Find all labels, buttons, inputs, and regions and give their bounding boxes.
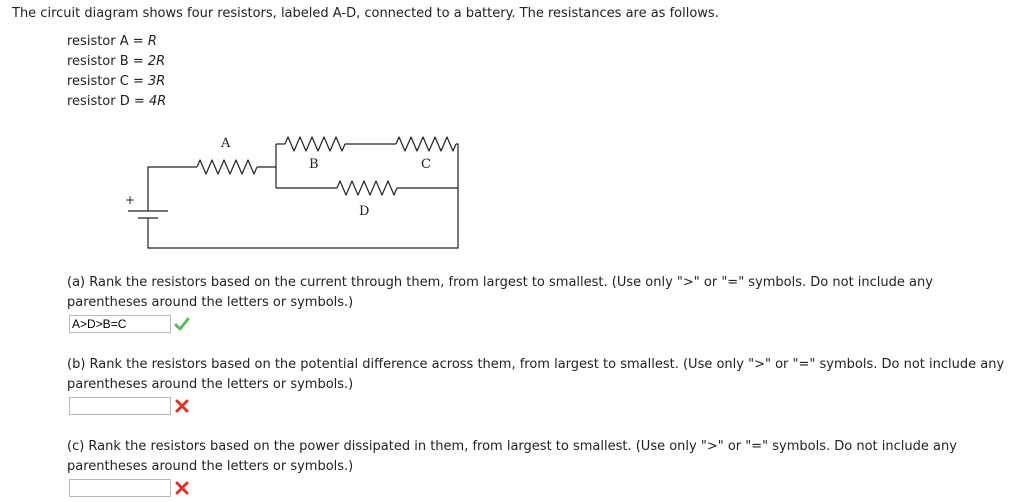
resistor-b-row [67,52,166,72]
resistor-d-value: 4R [148,94,167,109]
equals-sign: = [132,54,144,69]
wire-left-top [148,167,197,211]
resistor-a [197,160,257,174]
label-a: A [221,136,231,151]
resistor-c [396,137,456,151]
resistor-d [337,181,397,195]
resistor-a-row [67,32,166,52]
answer-b-input[interactable] [69,397,171,415]
check-icon [174,316,190,332]
answer-a-input[interactable] [69,315,171,333]
answer-c-input[interactable] [69,479,171,497]
resistor-c-row [67,72,166,92]
label-plus: + [125,193,136,207]
resistor-b-value: 2R [147,54,166,69]
circuit-diagram [125,128,465,253]
equals-sign: = [132,74,144,89]
cross-icon [174,398,190,414]
question-c-text: (c) Rank the resistors based on the power dissipated in them, from largest to smallest. (Use only ">" or "=" symbols. Do not include any parentheses around the letters or symbols.) [67,439,957,474]
problem-intro: The circuit diagram shows four resistors, labeled A-D, connected to a battery. The resistances are as follows. [12,6,719,21]
equals-sign: = [133,94,145,109]
wire-top-right [456,144,458,188]
resistor-a-value: R [147,34,157,49]
question-a-text: (a) Rank the resistors based on the current through them, from largest to smallest. (Use only ">" or "=" symbols. Do not include any parentheses around the letters or symbols.) [67,275,933,310]
label-b: B [309,157,319,172]
cross-icon [174,480,190,496]
label-c: C [421,157,431,172]
resistance-list [67,32,166,112]
resistor-b-label: resistor B [67,54,129,69]
label-d: D [359,204,370,219]
question-b-text: (b) Rank the resistors based on the potential difference across them, from largest to smallest. (Use only ">" or "=" symbols. Do not include any parentheses around the letters or symbols.) [67,357,1005,392]
resistor-c-value: 3R [148,74,166,89]
resistor-c-label: resistor C [67,74,129,89]
equals-sign: = [132,34,144,49]
resistor-a-label: resistor A [67,34,129,49]
resistor-d-row [67,92,166,112]
resistor-b [285,137,345,151]
resistor-d-label: resistor D [67,94,130,109]
wire-left-bottom [148,188,458,248]
